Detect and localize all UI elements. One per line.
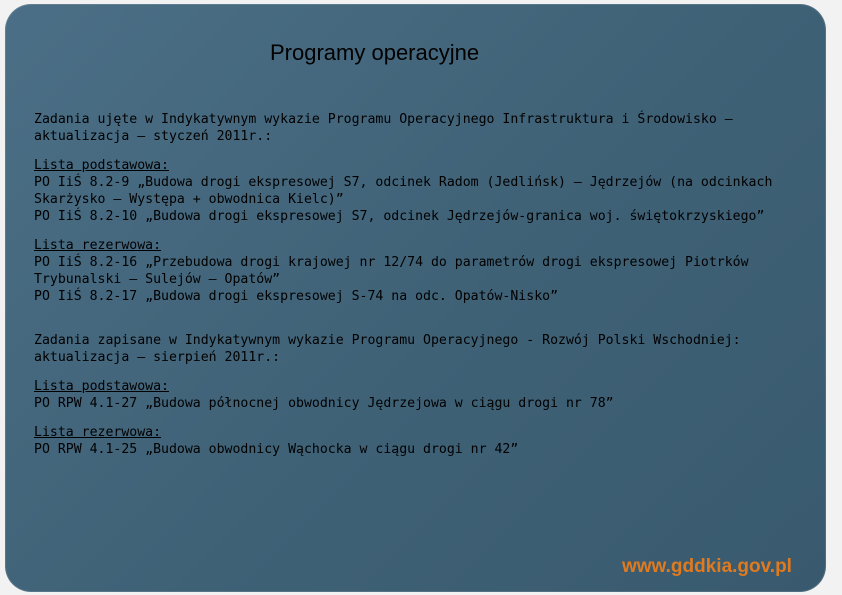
section-1-intro-line-1: Zadania ujęte w Indykatywnym wykazie Programu Operacyjnego Infrastruktura i Środowisko – xyxy=(34,112,733,127)
section-1-reserve-item: Trybunalski – Sulejów – Opatów” xyxy=(34,272,281,287)
section-1-intro-line-2: aktualizacja – styczeń 2011r.: xyxy=(34,129,273,144)
section-2-basic-heading: Lista podstawowa: xyxy=(34,379,169,394)
slide-title: Programy operacyjne xyxy=(270,40,480,65)
slide-body xyxy=(34,111,819,458)
footer-url: www.gddkia.gov.pl xyxy=(622,556,792,577)
section-2-reserve-item: PO RPW 4.1-25 „Budowa obwodnicy Wąchocka w ciągu drogi nr 42” xyxy=(34,442,519,457)
section-1-basic-item: Skarżysko – Występa + obwodnica Kielc)” xyxy=(34,192,344,207)
section-1-reserve-item: PO IiŚ 8.2-17 „Budowa drogi ekspresowej S-74 na odc. Opatów-Nisko” xyxy=(34,289,559,304)
section-1-basic-item: PO IiŚ 8.2-10 „Budowa drogi ekspresowej S7, odcinek Jędrzejów-granica woj. świętokrzyskiego” xyxy=(34,209,765,224)
section-1-reserve-heading: Lista rezerwowa: xyxy=(34,238,162,253)
section-1-reserve-item: PO IiŚ 8.2-16 „Przebudowa drogi krajowej nr 12/74 do parametrów drogi ekspresowej Piotrków xyxy=(34,255,749,270)
section-2-intro-line-1: Zadania zapisane w Indykatywnym wykazie Programu Operacyjnego - Rozwój Polski Wschodniej: xyxy=(34,333,741,348)
section-2-basic-item: PO RPW 4.1-27 „Budowa północnej obwodnicy Jędrzejowa w ciągu drogi nr 78” xyxy=(34,396,614,411)
section-1-basic-item: PO IiŚ 8.2-9 „Budowa drogi ekspresowej S7, odcinek Radom (Jedlińsk) – Jędrzejów (na odcinkach xyxy=(34,175,773,190)
section-2-reserve-heading: Lista rezerwowa: xyxy=(34,425,162,440)
section-2-intro-line-2: aktualizacja – sierpień 2011r.: xyxy=(34,350,281,365)
section-1-basic-heading: Lista podstawowa: xyxy=(34,158,169,173)
